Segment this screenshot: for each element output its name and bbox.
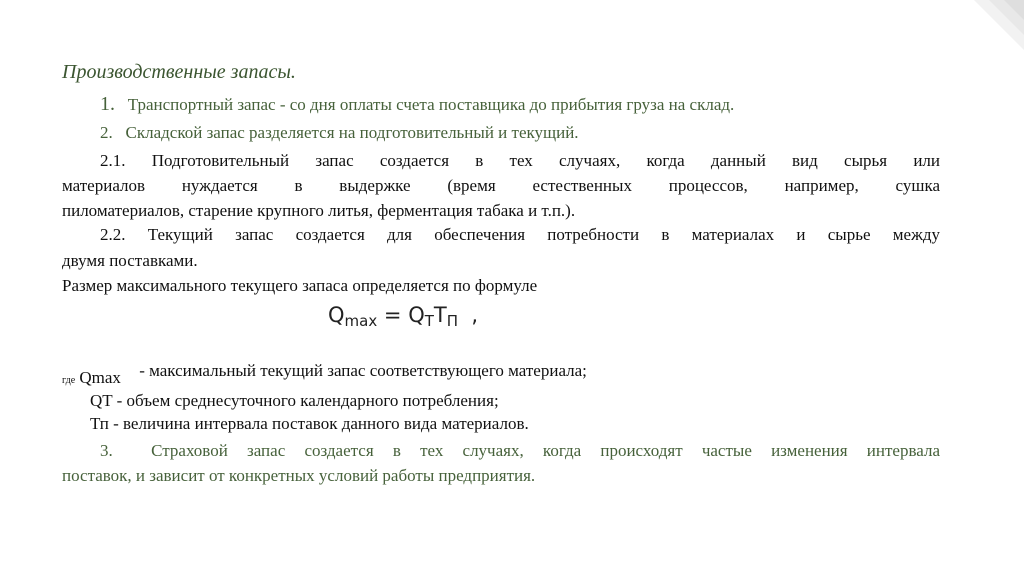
definition-tp: Тп - величина интервала поставок данного вида материалов. bbox=[90, 414, 529, 433]
item-3-line-1 bbox=[100, 441, 940, 461]
definition-qt: QT - объем среднесуточного календарного потребления; bbox=[90, 391, 499, 410]
where-line bbox=[62, 361, 587, 391]
formula-max: max bbox=[344, 312, 378, 330]
item-2-2-line-2: двумя поставками. bbox=[62, 251, 198, 270]
item-2-1-line-3: пиломатериалов, старение крупного литья, ферментация табака и т.п.). bbox=[62, 201, 576, 220]
item-2 bbox=[100, 123, 579, 143]
item-2-1-line-1: 2.1. Подготовительный запас создается в тех случаях, когда данный вид сырья или bbox=[100, 151, 940, 170]
formula-t: T bbox=[433, 303, 447, 327]
formula bbox=[328, 303, 478, 330]
item-3-text: Страховой запас создается в тех случаях, когда происходят частые изменения интервала bbox=[151, 441, 940, 460]
formula-intro: Размер максимального текущего запаса определяется по формуле bbox=[62, 276, 538, 295]
where-word: где bbox=[62, 375, 76, 386]
slide-title: Производственные запасы. bbox=[62, 61, 296, 83]
item-2-1-line-2: материалов нуждается в выдержке (время естественных процессов, например, сушка bbox=[62, 176, 940, 195]
formula-q2: Q bbox=[408, 303, 425, 327]
item-1-text: Транспортный запас - со дня оплаты счета поставщика до прибытия груза на склад. bbox=[127, 95, 735, 114]
item-2-text: Складской запас разделяется на подготовительный и текущий. bbox=[125, 123, 579, 142]
where-text: - максимальный текущий запас соответствующего материала; bbox=[139, 361, 587, 380]
item-3-number: 3. bbox=[100, 441, 113, 460]
item-1-number: 1. bbox=[100, 93, 115, 115]
formula-p-sub: П bbox=[446, 312, 459, 330]
item-1 bbox=[100, 94, 734, 115]
item-2-number: 2. bbox=[100, 123, 113, 142]
formula-eq: = bbox=[383, 303, 402, 327]
item-2-2-line-1: 2.2. Текущий запас создается для обеспечения потребности в материалах и сырье между bbox=[100, 225, 940, 244]
item-3-line-2: поставок, и зависит от конкретных условий работы предприятия. bbox=[62, 466, 536, 485]
where-symbol: Qmax bbox=[79, 368, 121, 387]
formula-q: Q bbox=[328, 303, 345, 327]
formula-comma: , bbox=[471, 303, 479, 327]
formula-t-sub: T bbox=[424, 312, 434, 330]
